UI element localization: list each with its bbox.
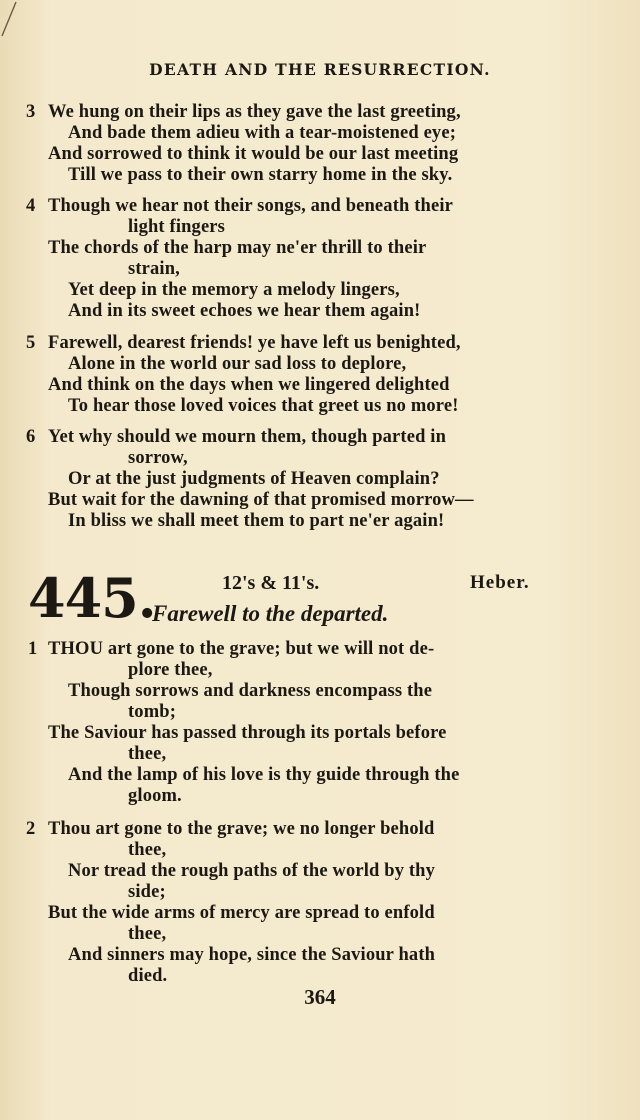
verse-line: plore thee, bbox=[128, 660, 213, 680]
verse-line: But the wide arms of mercy are spread to enfold bbox=[48, 903, 435, 923]
verse-line: And bade them adieu with a tear-moistened eye; bbox=[68, 123, 457, 143]
verse-line: side; bbox=[128, 882, 166, 902]
verse-line: And in its sweet echoes we hear them again! bbox=[68, 301, 421, 321]
verse-line: Alone in the world our sad loss to deplore, bbox=[68, 354, 407, 374]
pencil-mark bbox=[0, 0, 22, 40]
stanza-number: 6 bbox=[26, 427, 36, 447]
verse-line: strain, bbox=[128, 259, 180, 279]
hymn-tune: Heber. bbox=[470, 572, 530, 593]
verse-line: And sinners may hope, since the Saviour hath bbox=[68, 945, 436, 965]
verse-line: thee, bbox=[128, 840, 167, 860]
verse-line: Thou art gone to the grave; we no longer behold bbox=[48, 819, 435, 839]
verse-line: And the lamp of his love is thy guide through the bbox=[68, 765, 460, 785]
verse-line: Though we hear not their songs, and beneath their bbox=[48, 196, 453, 216]
verse-line: Nor tread the rough paths of the world by thy bbox=[68, 861, 436, 881]
verse-line: tomb; bbox=[128, 702, 177, 722]
stanza-number: 4 bbox=[26, 196, 36, 216]
hymn-meter: 12's & 11's. bbox=[222, 572, 320, 594]
hymn-number: 445. bbox=[28, 566, 156, 630]
stanza-number: 1 bbox=[28, 639, 38, 659]
verse-line: thee, bbox=[128, 924, 167, 944]
verse-line: In bliss we shall meet them to part ne'er again! bbox=[68, 511, 445, 531]
verse-line: Yet why should we mourn them, though parted in bbox=[48, 427, 447, 447]
verse-line: To hear those loved voices that greet us no more! bbox=[68, 396, 459, 416]
verse-line: light fingers bbox=[128, 217, 226, 237]
verse-line: But wait for the dawning of that promised morrow— bbox=[48, 490, 474, 510]
verse-line: Yet deep in the memory a melody lingers, bbox=[68, 280, 400, 300]
verse-line: died. bbox=[128, 966, 168, 986]
verse-line: The Saviour has passed through its portals before bbox=[48, 723, 447, 743]
verse-line: And sorrowed to think it would be our last meeting bbox=[48, 144, 459, 164]
page-number: 364 bbox=[304, 985, 336, 1009]
verse-line: Though sorrows and darkness encompass the bbox=[68, 681, 433, 701]
verse-line: Or at the just judgments of Heaven complain? bbox=[68, 469, 440, 489]
verse-line: gloom. bbox=[128, 786, 182, 806]
stanza-number: 3 bbox=[26, 102, 36, 122]
verse-line: thee, bbox=[128, 744, 167, 764]
verse-line: The chords of the harp may ne'er thrill to their bbox=[48, 238, 427, 258]
hymn-title: Farewell to the departed. bbox=[152, 601, 389, 626]
stanza-number: 2 bbox=[26, 819, 36, 839]
verse-line: Till we pass to their own starry home in the sky. bbox=[68, 165, 453, 185]
stanza-number: 5 bbox=[26, 333, 36, 353]
verse-line: And think on the days when we lingered delighted bbox=[48, 375, 450, 395]
running-header: DEATH AND THE RESURRECTION. bbox=[149, 60, 491, 79]
verse-line: Farewell, dearest friends! ye have left us benighted, bbox=[48, 333, 461, 353]
verse-line: sorrow, bbox=[128, 448, 188, 468]
verse-line: THOU art gone to the grave; but we will not de- bbox=[48, 639, 435, 659]
verse-line: We hung on their lips as they gave the last greeting, bbox=[48, 102, 461, 122]
